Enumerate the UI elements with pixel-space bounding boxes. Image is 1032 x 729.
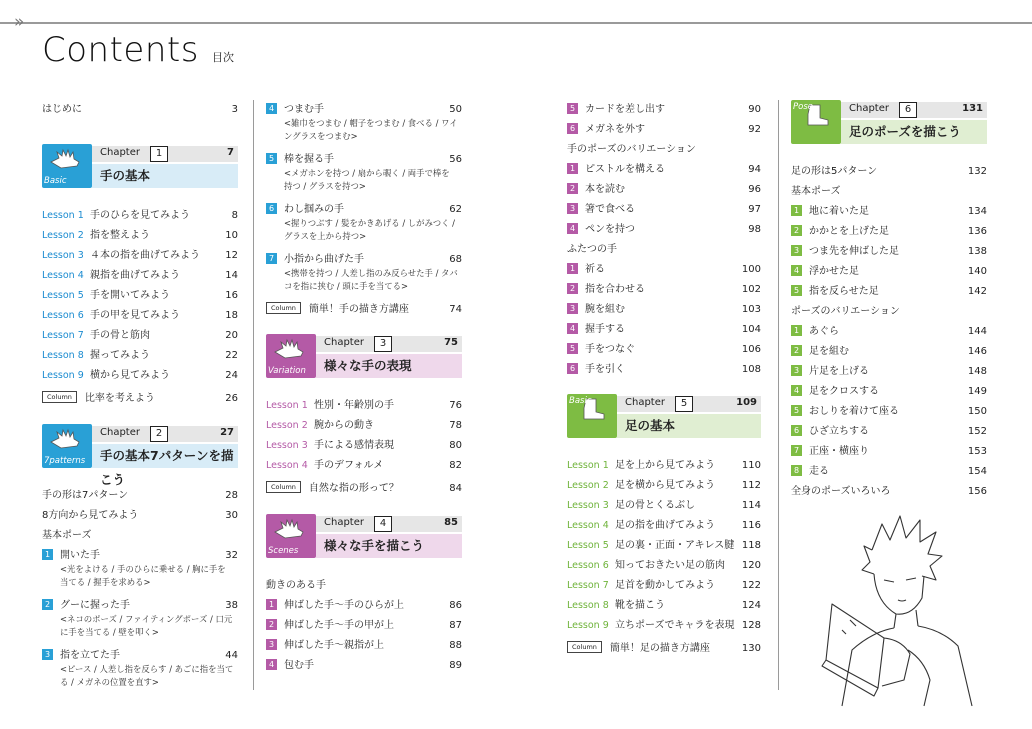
toc-entry[interactable] — [791, 242, 987, 262]
toc-entry[interactable] — [567, 160, 761, 180]
toc-entry[interactable] — [791, 202, 987, 222]
item-title: 伸ばした手〜親指が上 — [284, 640, 384, 651]
section-heading: 動きのある手 — [266, 580, 326, 591]
page-number: 128 — [741, 620, 761, 631]
toc-entry[interactable] — [567, 340, 761, 360]
toc-entry[interactable] — [791, 442, 987, 462]
lesson-title: 知っておきたい足の筋肉 — [615, 560, 725, 571]
page-number: 87 — [449, 620, 462, 631]
page-number: 20 — [225, 330, 238, 341]
toc-entry[interactable] — [567, 260, 761, 280]
item-number-badge: 5 — [791, 285, 802, 296]
toc-entry[interactable] — [567, 200, 761, 220]
page-number: 134 — [967, 206, 987, 217]
hand-icon: Basic — [42, 144, 92, 188]
page-number: 18 — [225, 310, 238, 321]
item-number-badge: 4 — [567, 323, 578, 334]
item-number-badge: 2 — [42, 599, 53, 610]
item-number-badge: 1 — [567, 263, 578, 274]
item-number-badge: 7 — [266, 253, 277, 264]
item-number-badge: 1 — [567, 163, 578, 174]
item-number-badge: 6 — [791, 425, 802, 436]
item-title: 足を組む — [809, 346, 849, 357]
column-entry[interactable]: Column 簡単！手の描き方講座 74 — [266, 300, 462, 320]
lesson-number: Lesson 9 — [42, 370, 84, 381]
toc-entry[interactable] — [567, 300, 761, 320]
section-heading: 基本ポーズ — [42, 530, 92, 541]
item-number-badge: 2 — [567, 183, 578, 194]
item-number-badge: 6 — [266, 203, 277, 214]
page-number: 38 — [225, 600, 238, 611]
item-title: グーに握った手 — [60, 600, 130, 611]
boy-reading-illustration — [812, 510, 992, 710]
page-number: 32 — [225, 550, 238, 561]
toc-entry[interactable] — [791, 402, 987, 422]
double-chevron-icon: » — [14, 12, 21, 32]
page-number: 78 — [449, 420, 462, 431]
lesson-number: Lesson 4 — [266, 460, 308, 471]
chapter-header[interactable]: Basic Chapter 5 109 足の基本 — [567, 394, 761, 450]
page-number: 136 — [967, 226, 987, 237]
item-description: <ネコのポーズ / ファイティングポーズ / 口元に手を当てる / 壁を叩く> — [60, 614, 233, 637]
toc-entry[interactable]: 足の形は5パターン 132 — [791, 166, 987, 177]
page-number: 62 — [449, 204, 462, 215]
lesson-number: Lesson 7 — [42, 330, 84, 341]
toc-entry[interactable] — [266, 150, 462, 170]
toc-entry[interactable] — [791, 262, 987, 282]
lesson-title: 親指を曲げてみよう — [90, 270, 180, 281]
lesson-number: Lesson 3 — [567, 500, 609, 511]
toc-entry[interactable]: 手の形は7パターン 28 — [42, 490, 238, 501]
item-title: メガネを外す — [585, 124, 645, 135]
toc-entry[interactable] — [567, 180, 761, 200]
item-title: 祈る — [585, 264, 605, 275]
page-number: 116 — [741, 520, 761, 531]
page-number: 138 — [967, 246, 987, 257]
item-title: 本を読む — [585, 184, 625, 195]
lesson-entry[interactable] — [42, 346, 238, 366]
lesson-title: 横から見てみよう — [90, 370, 170, 381]
item-number-badge: 6 — [567, 123, 578, 134]
page-number: 153 — [967, 446, 987, 457]
item-title: 指を合わせる — [585, 284, 645, 295]
lesson-number: Lesson 6 — [567, 560, 609, 571]
toc-column-2 — [266, 100, 462, 676]
lesson-number: Lesson 2 — [266, 420, 308, 431]
page-number: 112 — [741, 480, 761, 491]
item-number-badge: 4 — [266, 103, 277, 114]
foot-icon: Pose — [791, 100, 841, 144]
chapter-title: 様々な手を描こう — [316, 534, 462, 558]
page-number: 110 — [741, 460, 761, 471]
toc-column-3 — [567, 100, 761, 659]
page-number: 96 — [748, 184, 761, 195]
page-number: 97 — [748, 204, 761, 215]
chapter-title: 足のポーズを描こう — [841, 120, 987, 144]
item-description: <握りつぶす / 髪をかきあげる / しがみつく / グラスを上から持つ> — [284, 218, 455, 241]
page-number: 102 — [741, 284, 761, 295]
chapter-header[interactable]: Basic Chapter 1 7 手の基本 — [42, 144, 238, 200]
lesson-entry[interactable] — [567, 536, 761, 556]
toc-entry[interactable] — [791, 342, 987, 362]
lesson-title: 手のデフォルメ — [314, 460, 384, 471]
item-number-badge: 2 — [567, 283, 578, 294]
page-number: 89 — [449, 660, 462, 671]
lesson-title: 手を開いてみよう — [90, 290, 170, 301]
item-title: 手をつなぐ — [585, 344, 635, 355]
lesson-entry[interactable] — [567, 576, 761, 596]
page-number: 14 — [225, 270, 238, 281]
toc-entry[interactable] — [266, 250, 462, 270]
page-number: 148 — [967, 366, 987, 377]
lesson-number: Lesson 3 — [42, 250, 84, 261]
toc-entry[interactable] — [791, 422, 987, 442]
item-number-badge: 2 — [791, 225, 802, 236]
chapter-title: 足の基本 — [617, 414, 761, 438]
page-number: 142 — [967, 286, 987, 297]
item-title: 開いた手 — [60, 550, 100, 561]
item-description: <メガホンを持つ / 扇から覗く / 両手で棒を持つ / グラスを持つ> — [284, 168, 450, 191]
toc-column-4 — [791, 100, 987, 502]
toc-entry[interactable] — [791, 222, 987, 242]
toc-entry[interactable] — [42, 546, 238, 566]
lesson-number: Lesson 4 — [567, 520, 609, 531]
lesson-title: 足の裏・正面・アキレス腱 — [615, 540, 735, 551]
item-number-badge: 1 — [791, 205, 802, 216]
item-title: つま先を伸ばした足 — [809, 246, 899, 257]
lesson-number: Lesson 5 — [42, 290, 84, 301]
item-number-badge: 7 — [791, 445, 802, 456]
item-number-badge: 1 — [791, 325, 802, 336]
item-number-badge: 2 — [266, 619, 277, 630]
toc-entry[interactable] — [266, 636, 462, 656]
item-title: 片足を上げる — [809, 366, 869, 377]
toc-entry[interactable]: 全身のポーズいろいろ 156 — [791, 486, 987, 497]
column-divider — [253, 100, 254, 690]
page-number: 106 — [741, 344, 761, 355]
item-number-badge: 3 — [42, 649, 53, 660]
toc-entry[interactable] — [42, 596, 238, 616]
item-title: 小指から曲げた手 — [284, 254, 364, 265]
item-title: カードを差し出す — [585, 104, 665, 115]
hand-icon: Scenes — [266, 514, 316, 558]
lesson-number: Lesson 8 — [567, 600, 609, 611]
lesson-title: 手の骨と筋肉 — [90, 330, 150, 341]
hand-icon: 7patterns — [42, 424, 92, 468]
item-title: 手を引く — [585, 364, 625, 375]
lesson-number: Lesson 6 — [42, 310, 84, 321]
lesson-number: Lesson 3 — [266, 440, 308, 451]
item-title: わし掴みの手 — [284, 204, 344, 215]
lesson-entry[interactable] — [42, 226, 238, 246]
item-description: <携帯を持つ / 人差し指のみ反らせた手 / タバコを指に挟む / 頭に手を当てる> — [284, 268, 458, 291]
item-number-badge: 6 — [567, 363, 578, 374]
toc-entry[interactable]: 8方向から見てみよう 30 — [42, 510, 238, 521]
toc-entry[interactable] — [791, 362, 987, 382]
page-number: 149 — [967, 386, 987, 397]
page-number: 12 — [225, 250, 238, 261]
lesson-title: 握ってみよう — [90, 350, 150, 361]
lesson-title: 腕からの動き — [314, 420, 374, 431]
toc-entry[interactable] — [791, 382, 987, 402]
lesson-title: 足を横から見てみよう — [615, 480, 715, 491]
page-number: 122 — [741, 580, 761, 591]
page-number: 124 — [741, 600, 761, 611]
toc-entry[interactable] — [266, 100, 462, 120]
lesson-number: Lesson 5 — [567, 540, 609, 551]
item-number-badge: 5 — [791, 405, 802, 416]
lesson-entry[interactable] — [567, 556, 761, 576]
page-number: 10 — [225, 230, 238, 241]
column-entry[interactable]: Column 簡単！足の描き方講座 130 — [567, 639, 761, 659]
page-number: 94 — [748, 164, 761, 175]
item-number-badge: 5 — [266, 153, 277, 164]
lesson-entry[interactable] — [266, 416, 462, 436]
item-number-badge: 3 — [567, 203, 578, 214]
toc-entry[interactable] — [266, 200, 462, 220]
item-number-badge: 1 — [42, 549, 53, 560]
page-number: 90 — [748, 104, 761, 115]
lesson-title: 足首を動かしてみよう — [615, 580, 715, 591]
item-number-badge: 3 — [266, 639, 277, 650]
item-description: <光をよける / 手のひらに乗せる / 胸に手を当てる / 握手を求める> — [60, 564, 226, 587]
page-number: 76 — [449, 400, 462, 411]
page-number: 104 — [741, 324, 761, 335]
page-number: 50 — [449, 104, 462, 115]
page-subtitle: 目次 — [212, 51, 234, 64]
page-number: 98 — [748, 224, 761, 235]
page-number: 144 — [967, 326, 987, 337]
page-number: 44 — [225, 650, 238, 661]
foot-icon: Basic — [567, 394, 617, 438]
lesson-title: ４本の指を曲げてみよう — [90, 250, 200, 261]
lesson-title: 手のひらを見てみよう — [90, 210, 190, 221]
item-title: 棒を握る手 — [284, 154, 334, 165]
toc-entry[interactable] — [567, 360, 761, 380]
item-description: <雑巾をつまむ / 帽子をつまむ / 食べる / ワイングラスをつまむ> — [284, 118, 458, 141]
toc-entry[interactable] — [42, 646, 238, 666]
toc-entry[interactable] — [266, 656, 462, 676]
lesson-number: Lesson 9 — [567, 620, 609, 631]
item-number-badge: 3 — [791, 365, 802, 376]
item-title: 箸で食べる — [585, 204, 635, 215]
item-number-badge: 4 — [791, 385, 802, 396]
item-number-badge: 8 — [791, 465, 802, 476]
lesson-entry[interactable] — [567, 596, 761, 616]
lesson-entry[interactable] — [266, 436, 462, 456]
lesson-entry[interactable] — [42, 326, 238, 346]
lesson-title: 性別・年齢別の手 — [314, 400, 394, 411]
page-number: 80 — [449, 440, 462, 451]
item-number-badge: 5 — [567, 103, 578, 114]
lesson-entry[interactable] — [42, 306, 238, 326]
item-number-badge: 3 — [567, 303, 578, 314]
lesson-entry[interactable] — [567, 616, 761, 636]
section-heading: ポーズのバリエーション — [791, 306, 900, 317]
chapter-header[interactable]: 7patterns Chapter 2 27 手の基本7パターンを描こう — [42, 424, 238, 480]
page-number: 68 — [449, 254, 462, 265]
hand-icon: Variation — [266, 334, 316, 378]
item-title: 足をクロスする — [809, 386, 879, 397]
item-title: 伸ばした手〜手の甲が上 — [284, 620, 394, 631]
item-number-badge: 2 — [791, 345, 802, 356]
item-number-badge: 3 — [791, 245, 802, 256]
section-heading: 基本ポーズ — [791, 186, 841, 197]
item-title: 握手する — [585, 324, 625, 335]
lesson-number: Lesson 7 — [567, 580, 609, 591]
lesson-entry[interactable] — [42, 366, 238, 386]
page-number: 140 — [967, 266, 987, 277]
toc-entry[interactable] — [567, 100, 761, 120]
lesson-title: 手の甲を見てみよう — [90, 310, 180, 321]
lesson-title: 足の骨とくるぶし — [615, 500, 695, 511]
page-number: 24 — [225, 370, 238, 381]
item-title: ピストルを構える — [585, 164, 665, 175]
lesson-entry[interactable] — [42, 286, 238, 306]
page-number: 82 — [449, 460, 462, 471]
lesson-title: 靴を描こう — [615, 600, 665, 611]
item-title: ひざ立ちする — [809, 426, 869, 437]
lesson-number: Lesson 1 — [266, 400, 308, 411]
toc-entry[interactable] — [791, 322, 987, 342]
page-number: 118 — [741, 540, 761, 551]
item-title: 指を反らせた足 — [809, 286, 879, 297]
toc-entry[interactable] — [266, 596, 462, 616]
item-title: 腕を組む — [585, 304, 625, 315]
item-title: 指を立てた手 — [60, 650, 120, 661]
lesson-number: Lesson 4 — [42, 270, 84, 281]
chapter-header[interactable]: Pose Chapter 6 131 足のポーズを描こう — [791, 100, 987, 156]
page-number: 120 — [741, 560, 761, 571]
page-number: 8 — [231, 210, 238, 221]
toc-entry[interactable] — [266, 616, 462, 636]
toc-entry[interactable] — [791, 462, 987, 482]
page-number: 92 — [748, 124, 761, 135]
column-entry[interactable]: Column 比率を考えよう 26 — [42, 389, 238, 409]
item-title: 地に着いた足 — [809, 206, 869, 217]
chapter-title: 手の基本 — [92, 164, 238, 188]
item-title: あぐら — [809, 326, 839, 337]
toc-entry[interactable] — [567, 320, 761, 340]
page-number: 56 — [449, 154, 462, 165]
top-rule — [0, 22, 1032, 24]
item-title: 伸ばした手〜手のひらが上 — [284, 600, 404, 611]
lesson-number: Lesson 1 — [567, 460, 609, 471]
lesson-title: 指を整えよう — [90, 230, 150, 241]
toc-entry[interactable] — [567, 220, 761, 240]
page-number: 146 — [967, 346, 987, 357]
chapter-title: 様々な手の表現 — [316, 354, 462, 378]
page-number: 114 — [741, 500, 761, 511]
lesson-entry[interactable] — [42, 266, 238, 286]
page-title: Contents — [42, 30, 199, 70]
lesson-title: 足を上から見てみよう — [615, 460, 715, 471]
item-number-badge: 4 — [567, 223, 578, 234]
section-heading: 手のポーズのバリエーション — [567, 144, 696, 155]
lesson-entry[interactable] — [42, 246, 238, 266]
lesson-number: Lesson 1 — [42, 210, 84, 221]
lesson-entry[interactable] — [266, 456, 462, 476]
item-number-badge: 4 — [791, 265, 802, 276]
section-heading: ふたつの手 — [567, 244, 617, 255]
lesson-title: 手による感情表現 — [314, 440, 394, 451]
item-title: おしりを着けて座る — [809, 406, 899, 417]
column-entry[interactable]: Column 自然な指の形って？ 84 — [266, 479, 462, 499]
page-number: 100 — [741, 264, 761, 275]
page-number: 16 — [225, 290, 238, 301]
item-title: ペンを持つ — [585, 224, 635, 235]
lesson-entry[interactable] — [266, 396, 462, 416]
item-title: 包む手 — [284, 660, 314, 671]
item-title: 正座・横座り — [809, 446, 869, 457]
toc-entry[interactable]: はじめに 3 — [42, 104, 238, 115]
page-number: 88 — [449, 640, 462, 651]
item-number-badge: 1 — [266, 599, 277, 610]
lesson-entry[interactable] — [567, 496, 761, 516]
page-number: 103 — [741, 304, 761, 315]
item-number-badge: 5 — [567, 343, 578, 354]
chapter-header[interactable]: Variation Chapter 3 75 様々な手の表現 — [266, 334, 462, 390]
toc-entry[interactable] — [567, 280, 761, 300]
item-title: つまむ手 — [284, 104, 324, 115]
item-number-badge: 4 — [266, 659, 277, 670]
chapter-title: 手の基本7パターンを描こう — [92, 444, 238, 468]
page-number: 86 — [449, 600, 462, 611]
item-title: 浮かせた足 — [809, 266, 859, 277]
lesson-entry[interactable] — [42, 206, 238, 226]
lesson-entry[interactable] — [567, 516, 761, 536]
chapter-header[interactable]: Scenes Chapter 4 85 様々な手を描こう — [266, 514, 462, 570]
lesson-number: Lesson 2 — [567, 480, 609, 491]
page-number: 154 — [967, 466, 987, 477]
item-title: かかとを上げた足 — [809, 226, 889, 237]
column-divider — [778, 100, 779, 690]
lesson-title: 立ちポーズでキャラを表現 — [615, 620, 735, 631]
lesson-title: 足の指を曲げてみよう — [615, 520, 715, 531]
toc-entry[interactable] — [791, 282, 987, 302]
toc-column-1 — [42, 100, 238, 696]
lesson-number: Lesson 8 — [42, 350, 84, 361]
page-number: 22 — [225, 350, 238, 361]
item-title: 走る — [809, 466, 829, 477]
page-number: 108 — [741, 364, 761, 375]
lesson-number: Lesson 2 — [42, 230, 84, 241]
lesson-entry[interactable] — [567, 456, 761, 476]
item-description: <ピース / 人差し指を反らす / あごに指を当てる / メガネの位置を直す> — [60, 664, 234, 687]
page-number: 152 — [967, 426, 987, 437]
toc-entry[interactable] — [567, 120, 761, 140]
lesson-entry[interactable] — [567, 476, 761, 496]
page-number: 150 — [967, 406, 987, 417]
